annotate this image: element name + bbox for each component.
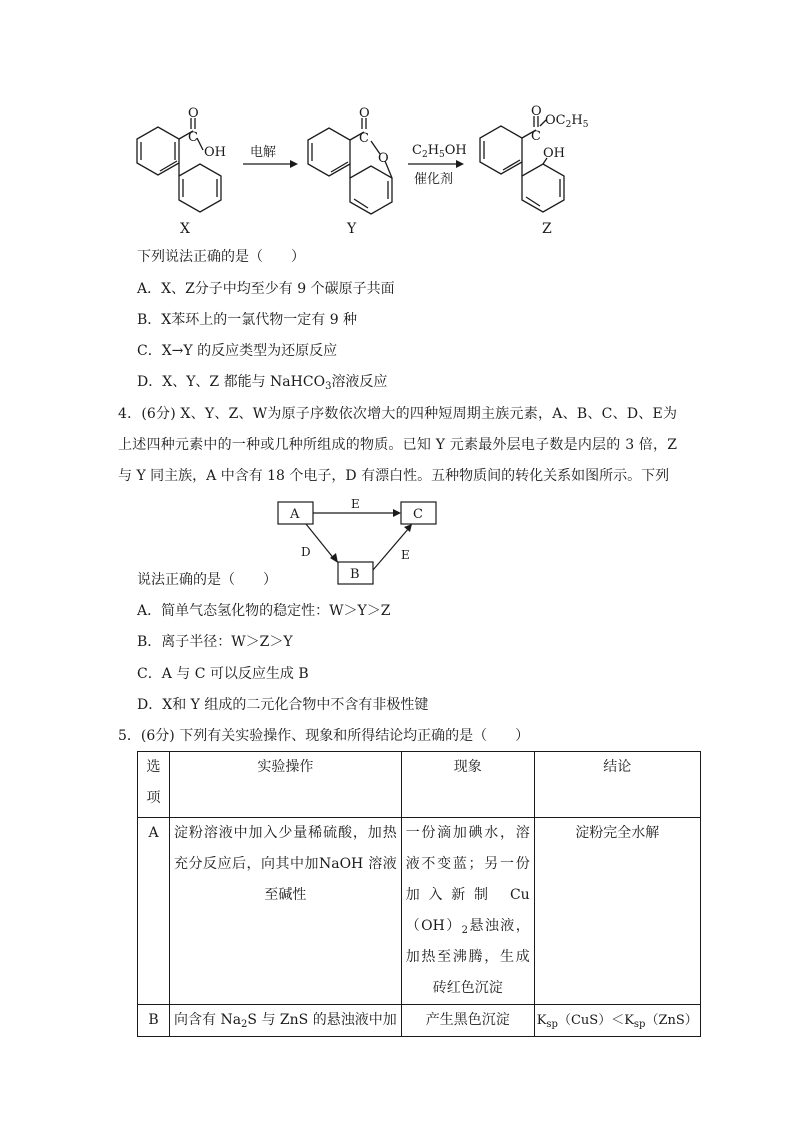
y-benzene-ring-2: [350, 166, 392, 214]
table-row-a: [138, 818, 701, 1005]
edge-ac-label: E: [351, 497, 360, 511]
edge-ab-label: D: [301, 545, 311, 559]
q5-stem: 5．(6分) 下列有关实验操作、现象和所得结论均正确的是（ ）: [118, 728, 530, 744]
x-carbon: C: [188, 130, 198, 145]
q3-option-a: A．X、Z分子中均至少有 9 个碳原子共面: [137, 281, 395, 297]
row-b-conclusion: $K_{sp}(CuS)<K_{sp}(ZnS)$: [534, 1005, 700, 1037]
x-benzene-ring-2: [179, 164, 221, 212]
box-c-label: C: [413, 507, 423, 522]
catalyst-label: 催化剂: [414, 172, 454, 187]
z-benzene-ring-2: [522, 164, 564, 212]
q3-option-c: C．X→Y 的反应类型为还原反应: [137, 343, 338, 359]
q4-option-c: C．A 与 C 可以反应生成 B: [137, 666, 309, 682]
q4-option-d: D．X和 Y 组成的二元化合物中不含有非极性键: [137, 697, 429, 713]
z-carbonyl-oxygen: O: [531, 104, 542, 119]
header-conclusion: 结论: [534, 752, 700, 818]
z-hydroxyl: OH: [543, 146, 565, 161]
box-a-label: A: [290, 507, 300, 522]
z-carbon: C: [531, 129, 541, 144]
q3-stem: 下列说法正确的是（ ）: [137, 249, 305, 265]
y-benzene-ring-1: [308, 128, 350, 176]
electrolysis-label: 电解: [250, 145, 277, 160]
q4-option-b: B．离子半径：W＞Z＞Y: [137, 634, 293, 650]
compound-z-label: Z: [542, 221, 552, 237]
header-operation: 实验操作: [170, 752, 402, 818]
q4-option-a: A．简单气态氢化物的稳定性：W＞Y＞Z: [137, 603, 391, 619]
table-row-b: [138, 1005, 701, 1037]
header-option: 选项: [138, 752, 170, 818]
q4-stem: 4．(6分) X、Y、Z、W为原子序数依次增大的四种短周期主族元素，A、B、C、D、E为上述四种元素中的一种或几种所组成的物质。已知 Y 元素最外层电子数是内层的 3 倍，Z 与 Y 同主族，A 中含有 18 个电子，D 有漂白性。五种物质间的转化关系如图所示。下列: [118, 406, 677, 484]
row-a-option: A: [138, 818, 170, 1005]
row-a-operation: 淀粉溶液中加入少量稀硫酸，加热充分反应后，向其中加NaOH 溶液至碱性: [170, 818, 402, 1005]
x-hydroxyl: OH: [204, 145, 226, 160]
row-a-phenomenon: 一份滴加碘水，溶液不变蓝；另一份加入新制 $Cu(OH)_2$悬浊液，加热至沸腾，生成砖红色沉淀: [401, 818, 534, 1005]
row-b-phenomenon: 产生黑色沉淀: [401, 1005, 534, 1037]
q3-option-d: D．X、Y、Z 都能与 NaHCO$_3$溶液反应: [137, 374, 388, 392]
table-header-row: [138, 752, 701, 818]
edge-bc-label: E: [401, 548, 410, 562]
compound-y-label: Y: [347, 221, 357, 237]
q4-stem-end: 说法正确的是（ ）: [137, 572, 277, 588]
row-b-option: B: [138, 1005, 170, 1037]
header-phenomenon: 现象: [401, 752, 534, 818]
y-carbonyl-oxygen: O: [359, 106, 370, 121]
box-b-label: B: [350, 567, 360, 582]
compound-x-label: X: [180, 221, 190, 237]
q3-option-b: B．X苯环上的一氯代物一定有 9 种: [137, 312, 358, 328]
row-b-operation: 向含有 $Na_2S$ 与 ZnS 的悬浊液中加: [170, 1005, 402, 1037]
y-carbon: C: [359, 131, 369, 146]
q4-conversion-diagram: [270, 490, 450, 590]
z-benzene-ring-1: [480, 126, 522, 174]
x-benzene-ring-1: [137, 127, 179, 175]
reagent-ethanol-label: $C_2H_5OH$: [412, 143, 467, 160]
row-a-conclusion: 淀粉完全水解: [534, 818, 700, 1005]
x-carbonyl-oxygen: O: [188, 106, 199, 121]
z-ethyl-ester: $OC_2H_5$: [545, 113, 589, 130]
y-ring-oxygen: O: [378, 151, 389, 166]
q5-experiment-table: [137, 751, 701, 1037]
reaction-scheme: [0, 95, 794, 245]
